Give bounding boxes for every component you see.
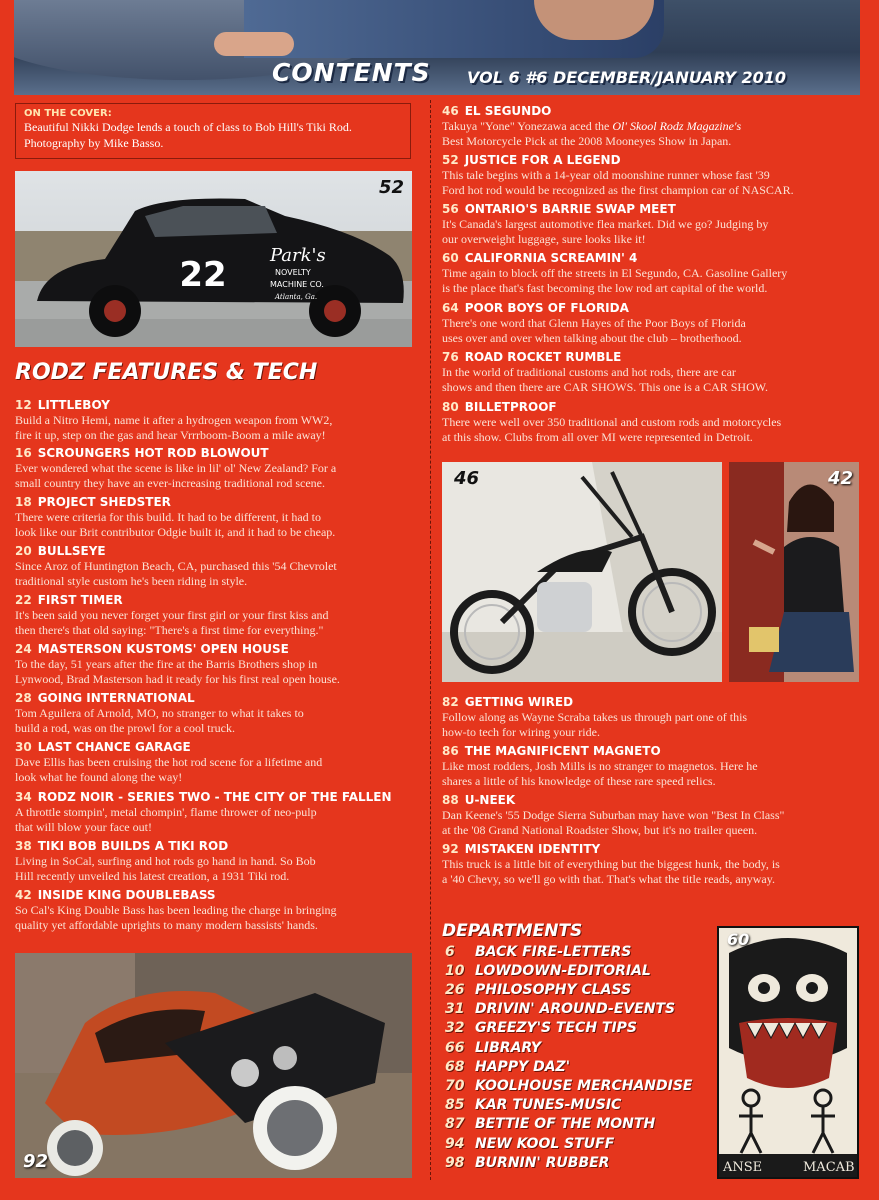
department-label: GREEZY'S TECH TIPS (475, 1020, 638, 1036)
article-title: EL SEGUNDO (464, 104, 552, 118)
article-page: 60 (442, 251, 459, 265)
department-page: 68 (445, 1059, 465, 1075)
department-label: BACK FIRE-LETTERS (475, 944, 632, 960)
article-heading (442, 793, 784, 808)
article-page: 56 (442, 202, 459, 216)
article-heading (15, 398, 332, 413)
department-label: BURNIN' RUBBER (475, 1155, 610, 1171)
article-desc-line: then there's that old saying: "There's a first time for everything." (15, 623, 324, 637)
feature-article[interactable] (15, 691, 304, 736)
article-title: LAST CHANCE GARAGE (37, 740, 191, 754)
article-title: RODZ NOIR - SERIES TWO - THE CITY OF THE FALLEN (37, 790, 392, 804)
article-page: 20 (15, 544, 32, 558)
article-desc-line: is the place that's fast becoming the low rod art capital of the world. (442, 281, 768, 295)
column-divider (430, 100, 431, 1180)
article-desc-line: our overweight luggage, sure looks like it! (442, 232, 646, 246)
article-heading (442, 251, 787, 266)
article-desc-line: traditional style custom he's been riding in style. (15, 574, 248, 588)
article-title: BULLSEYE (37, 544, 106, 558)
department-item[interactable] (445, 962, 651, 981)
department-label: DRIVIN' AROUND-EVENTS (475, 1001, 676, 1017)
department-item[interactable] (445, 1135, 614, 1154)
department-item[interactable] (445, 1058, 570, 1077)
article-desc-line: So Cal's King Double Bass has been leading the charge in bringing (15, 903, 337, 917)
feature-article[interactable] (15, 446, 336, 491)
article-desc-line: look like our Brit contributor Odgie built it, and it had to be cheap. (15, 525, 336, 539)
event-article[interactable] (442, 400, 781, 445)
article-heading (15, 740, 322, 755)
car-sign-line: MACHINE CO. (270, 280, 324, 289)
department-page: 32 (445, 1020, 465, 1036)
article-title: MISTAKEN IDENTITY (464, 842, 601, 856)
feature-article[interactable] (15, 642, 340, 687)
article-heading (15, 495, 335, 510)
department-label: PHILOSOPHY CLASS (475, 982, 632, 998)
article-heading (15, 446, 336, 461)
article-page: 92 (442, 842, 459, 856)
tech-article[interactable] (442, 842, 780, 887)
article-page: 18 (15, 495, 32, 509)
department-label: LIBRARY (475, 1040, 542, 1056)
cover-label: ON THE COVER: (24, 108, 112, 119)
photo-page-number: 52 (378, 177, 404, 198)
article-page: 30 (15, 740, 32, 754)
article-page: 22 (15, 593, 32, 607)
issue-info: VOL 6 #6 DECEMBER/JANUARY 2010 (467, 68, 787, 87)
car-sign-line: Park's (270, 245, 326, 266)
department-page: 26 (445, 982, 465, 998)
article-page: 16 (15, 446, 32, 460)
article-desc-line: a '40 Chevy, so we'll go with that. That's what the title reads, anyway. (442, 872, 775, 886)
article-page: 82 (442, 695, 459, 709)
feature-article[interactable] (15, 398, 332, 443)
painter-illustration (729, 462, 859, 682)
department-item[interactable] (445, 1154, 609, 1173)
article-desc-line: Lynwood, Brad Masterson had it ready for his first real open house. (15, 672, 340, 686)
department-page: 10 (445, 963, 465, 979)
photo-page-number: 46 (454, 468, 480, 489)
article-desc-line: In the world of traditional customs and hot rods, there are car (442, 365, 736, 379)
skull-poster-illustration (719, 928, 857, 1177)
feature-article[interactable] (15, 740, 322, 785)
department-page: 87 (445, 1116, 465, 1132)
person-arm-shape (214, 32, 294, 56)
article-desc-line: It's been said you never forget your first girl or your first kiss and (15, 608, 329, 622)
feature-article[interactable] (15, 790, 392, 835)
article-title: SCROUNGERS HOT ROD BLOWOUT (37, 446, 269, 460)
article-heading (442, 202, 768, 217)
article-desc-line: Tom Aguilera of Arnold, MO, no stranger to what it takes to (15, 706, 304, 720)
article-title: GOING INTERNATIONAL (37, 691, 195, 705)
event-article[interactable] (442, 350, 768, 395)
article-page: 34 (15, 790, 32, 804)
department-label: KOOLHOUSE MERCHANDISE (475, 1078, 693, 1094)
feature-article[interactable] (15, 495, 335, 540)
feature-article[interactable] (15, 888, 337, 933)
cover-info-box (15, 103, 411, 159)
article-page: 42 (15, 888, 32, 902)
article-desc-line: quality yet affordable uprights to many modern bassists' hands. (15, 918, 318, 932)
article-heading (442, 695, 747, 710)
article-title: MASTERSON KUSTOMS' OPEN HOUSE (37, 642, 289, 656)
department-page: 98 (445, 1155, 465, 1171)
article-desc-line: Best Motorcycle Pick at the 2008 Mooneyes Show in Japan. (442, 134, 732, 148)
magazine-name: Ol' Skool Rodz Magazine's (612, 119, 742, 133)
article-desc-line: Time again to block off the streets in El Segundo, CA. Gasoline Gallery (442, 266, 788, 280)
poster-text: MACAB (803, 1160, 855, 1175)
tech-article[interactable] (442, 793, 784, 838)
department-page: 85 (445, 1097, 465, 1113)
article-desc-line: Dave Ellis has been cruising the hot rod scene for a lifetime and (15, 755, 323, 769)
article-page: 46 (442, 104, 459, 118)
tech-article[interactable] (442, 744, 758, 789)
photo-page-number: 92 (23, 1151, 49, 1172)
article-title: INSIDE KING DOUBLEBASS (37, 888, 216, 902)
article-desc-line: shows and then there are CAR SHOWS. This one is a CAR SHOW. (442, 380, 768, 394)
article-heading (442, 744, 758, 759)
article-desc-line: shares a little of his knowledge of these rare speed relics. (442, 774, 716, 788)
article-title: ONTARIO'S BARRIE SWAP MEET (464, 202, 676, 216)
article-desc-line: at this show. Clubs from all over MI were represented in Detroit. (442, 430, 753, 444)
article-heading (442, 842, 780, 857)
article-desc-line: It's Canada's largest automotive flea market. Did we go? Judging by (442, 217, 769, 231)
race-car-photo[interactable] (15, 171, 412, 347)
features-section-title: RODZ FEATURES & TECH (15, 360, 318, 385)
article-page: 88 (442, 793, 459, 807)
article-title: THE MAGNIFICENT MAGNETO (464, 744, 661, 758)
article-heading (15, 544, 337, 559)
article-title: TIKI BOB BUILDS A TIKI ROD (37, 839, 229, 853)
cover-text-line: Photography by Mike Basso. (24, 136, 164, 150)
car-sign-line: Atlanta, Ga. (275, 293, 318, 301)
department-item[interactable] (445, 981, 631, 1000)
event-article[interactable] (442, 301, 746, 346)
department-item[interactable] (445, 1019, 637, 1038)
skull-poster-art[interactable] (717, 926, 859, 1179)
article-desc-line: how-to tech for wiring your ride. (442, 725, 600, 739)
department-label: LOWDOWN-EDITORIAL (475, 963, 651, 979)
article-desc-line: There's one word that Glenn Hayes of the Poor Boys of Florida (442, 316, 746, 330)
article-desc-line: uses over and over when talking about the club – brotherhood. (442, 331, 742, 345)
feature-article[interactable] (15, 544, 337, 589)
department-item[interactable] (445, 1096, 621, 1115)
hot-rod-illustration (15, 953, 412, 1178)
car-number: 22 (179, 255, 227, 295)
article-title: JUSTICE FOR A LEGEND (464, 153, 621, 167)
event-article[interactable] (442, 202, 768, 247)
article-desc-line: fire it up, step on the gas and hear Vrrrboom-Boom a mile away! (15, 428, 326, 442)
article-desc-line: To the day, 51 years after the fire at the Barris Brothers shop in (15, 657, 318, 671)
article-desc-line: at the '08 Grand National Roadster Show, but it's no trailer queen. (442, 823, 758, 837)
article-title: ROAD ROCKET RUMBLE (464, 350, 622, 364)
article-title: GETTING WIRED (464, 695, 574, 709)
article-heading (15, 593, 329, 608)
article-page: 12 (15, 398, 32, 412)
article-heading (15, 691, 304, 706)
photo-page-number: 42 (827, 468, 853, 489)
article-desc-line: Like most rodders, Josh Mills is no stranger to magnetos. Here he (442, 759, 758, 773)
article-page: 24 (15, 642, 32, 656)
article-desc-line: This tale begins with a 14-year old moonshine runner whose fast '39 (442, 168, 770, 182)
motorcycle-photo[interactable] (442, 462, 722, 682)
cover-text-line: Beautiful Nikki Dodge lends a touch of class to Bob Hill's Tiki Rod. (24, 120, 352, 134)
department-label: NEW KOOL STUFF (475, 1136, 615, 1152)
article-desc-line: Dan Keene's '55 Dodge Sierra Suburban may have won "Best In Class" (442, 808, 785, 822)
article-heading (442, 301, 746, 316)
department-page: 94 (445, 1136, 465, 1152)
article-page: 64 (442, 301, 459, 315)
hot-rod-photo[interactable] (15, 953, 412, 1178)
event-article[interactable] (442, 104, 741, 149)
article-desc-line: look what he found along the way! (15, 770, 183, 784)
article-heading (15, 839, 316, 854)
article-title: LITTLEBOY (37, 398, 110, 412)
department-item[interactable] (445, 1000, 675, 1019)
article-desc-line: A throttle stompin', metal chompin', flame thrower of neo-pulp (15, 805, 317, 819)
article-heading (15, 790, 392, 805)
article-page: 28 (15, 691, 32, 705)
article-desc-line: There were well over 350 traditional and custom rods and motorcycles (442, 415, 782, 429)
poster-text: ANSE (723, 1160, 763, 1175)
painter-photo[interactable] (729, 462, 859, 682)
photo-page-number: 60 (727, 930, 750, 949)
article-title: POOR BOYS OF FLORIDA (464, 301, 629, 315)
department-page: 6 (445, 944, 455, 960)
article-heading (442, 153, 794, 168)
department-page: 70 (445, 1078, 465, 1094)
department-item[interactable] (445, 943, 631, 962)
article-desc-line: Ford hot rod would be recognized as the first champion car of NASCAR. (442, 183, 794, 197)
department-label: HAPPY DAZ' (475, 1059, 570, 1075)
article-page: 76 (442, 350, 459, 364)
race-car-illustration (15, 171, 412, 347)
article-desc-line: Living in SoCal, surfing and hot rods go hand in hand. So Bob (15, 854, 316, 868)
department-page: 66 (445, 1040, 465, 1056)
article-page: 86 (442, 744, 459, 758)
article-desc-line: that will blow your face out! (15, 820, 152, 834)
car-sign-line: NOVELTY (275, 268, 311, 277)
department-label: KAR TUNES-MUSIC (475, 1097, 622, 1113)
feature-article[interactable] (15, 593, 329, 638)
article-desc-line: small country they have an ever-increasing traditional rod scene. (15, 476, 325, 490)
article-desc-line: Follow along as Wayne Scraba takes us through part one of this (442, 710, 748, 724)
article-desc-line (442, 119, 741, 134)
article-title: PROJECT SHEDSTER (37, 495, 171, 509)
article-desc-text: Takuya "Yone" Yonezawa aced the (442, 119, 613, 133)
article-heading (442, 400, 781, 415)
article-title: CALIFORNIA SCREAMIN' 4 (464, 251, 638, 265)
article-heading (15, 888, 337, 903)
article-desc-line: Since Aroz of Huntington Beach, CA, purchased this '54 Chevrolet (15, 559, 337, 573)
article-page: 80 (442, 400, 459, 414)
feature-article[interactable] (15, 839, 316, 884)
article-desc-line: build a rod, was on the prowl for a cool truck. (15, 721, 235, 735)
article-title: FIRST TIMER (37, 593, 123, 607)
article-page: 52 (442, 153, 459, 167)
article-page: 38 (15, 839, 32, 853)
article-desc-line: Build a Nitro Hemi, name it after a hydrogen weapon from WW2, (15, 413, 333, 427)
event-article[interactable] (442, 251, 787, 296)
motorcycle-illustration (442, 462, 722, 682)
event-article[interactable] (442, 153, 794, 198)
article-heading (15, 642, 340, 657)
department-item[interactable] (445, 1039, 541, 1058)
page-title: CONTENTS (272, 58, 431, 87)
article-desc-line: There were criteria for this build. It had to be different, it had to (15, 510, 321, 524)
departments-title: DEPARTMENTS (442, 921, 583, 941)
article-heading (442, 104, 741, 119)
department-item[interactable] (445, 1115, 655, 1134)
tech-article[interactable] (442, 695, 747, 740)
article-desc-line: Hill recently unveiled his latest creation, a 1931 Tiki rod. (15, 869, 290, 883)
article-desc-line: This truck is a little bit of everything but the biggest hunk, the body, is (442, 857, 780, 871)
article-title: U-NEEK (464, 793, 516, 807)
article-desc-line: Ever wondered what the scene is like in lil' ol' New Zealand? For a (15, 461, 337, 475)
article-heading (442, 350, 768, 365)
department-label: BETTIE OF THE MONTH (475, 1116, 656, 1132)
department-item[interactable] (445, 1077, 692, 1096)
department-page: 31 (445, 1001, 465, 1017)
article-title: BILLETPROOF (464, 400, 557, 414)
